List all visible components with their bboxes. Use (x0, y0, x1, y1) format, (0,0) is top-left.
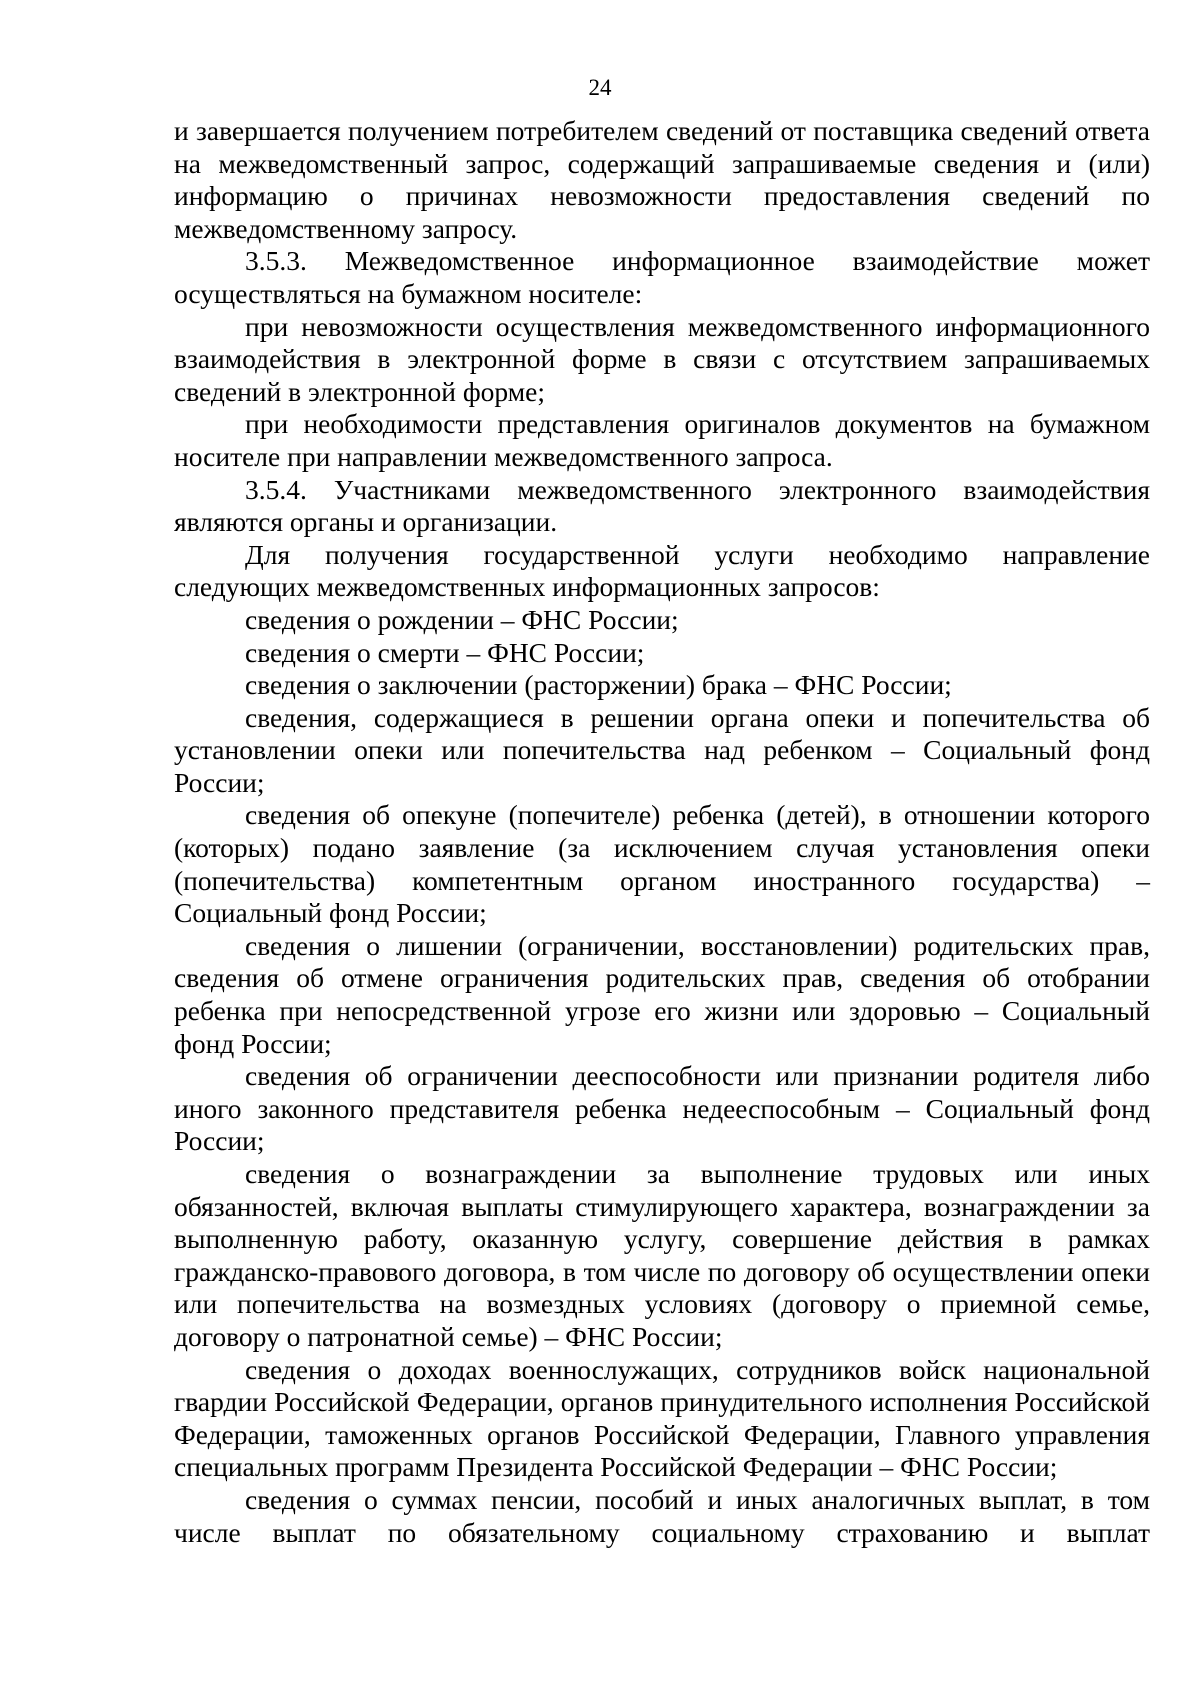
paragraph-paper-case-2: при необходимости представления оригиналов документов на бумажном носителе при направлении межведомственного запроса. (174, 408, 1150, 472)
paragraph-3-5-4: 3.5.4. Участниками межведомственного электронного взаимодействия являются органы и организации. (174, 473, 1150, 538)
list-item-birth: сведения о рождении – ФНС России; (245, 603, 679, 635)
paragraph-3-5-3: 3.5.3. Межведомственное информационное взаимодействие может осуществляться на бумажном носителе: (174, 245, 1150, 309)
paragraph-paper-case-1: при невозможности осуществления межведомственного информационного взаимодействия в электронной форме в связи с отсутствием запрашиваемых сведений в электронной форме; (174, 310, 1150, 407)
paragraph-continuation: и завершается получением потребителем сведений от поставщика сведений ответа на межведомственный запрос, содержащий запрашиваемые сведения и (или) информацию о причинах невозможности предоставления сведений по межведомственному запросу. (174, 115, 1150, 244)
list-item-guardian-info: сведения об опекуне (попечителе) ребенка (детей), в отношении которого (которых) подано заявление (за исключением случая установления опеки (попечительства) компетентным органом иностранного государства) – Социальный фонд России; (174, 799, 1150, 929)
paragraph-requests-intro: Для получения государственной услуги необходимо направление следующих межведомственных информационных запросов: (174, 538, 1150, 603)
list-item-remuneration: сведения о вознаграждении за выполнение трудовых или иных обязанностей, включая выплаты стимулирующего характера, вознаграждении за выполненную работу, оказанную услугу, совершение действия в рамках гражданско-правового договора, в том числе по договору об осуществлении опеки или попечительства на возмездных условиях (договору о приемной семье, договору о патронатной семье) – ФНС России; (174, 1158, 1150, 1352)
list-item-guardianship-decision: сведения, содержащиеся в решении органа опеки и попечительства об установлении опеки или попечительства над ребенком – Социальный фонд России; (174, 701, 1150, 798)
page-number: 24 (588, 75, 612, 100)
list-item-marriage: сведения о заключении (расторжении) брака – ФНС России; (245, 669, 952, 701)
list-item-military-income: сведения о доходах военнослужащих, сотрудников войск национальной гвардии Российской Федерации, органов принудительного исполнения Российской Федерации, таможенных органов Российской Федерации, Главного управления специальных программ Президента Российской Федерации – ФНС России; (174, 1353, 1150, 1483)
list-item-death: сведения о смерти – ФНС России; (245, 636, 645, 668)
list-item-parental-rights: сведения о лишении (ограничении, восстановлении) родительских прав, сведения об отмене ограничения родительских прав, сведения об отобрании ребенка при непосредственной угрозе его жизни или здоровью – Социальный фонд России; (174, 929, 1150, 1059)
document-body (174, 115, 1150, 1549)
list-item-incapacity: сведения об ограничении дееспособности или признании родителя либо иного законного представителя ребенка недееспособным – Социальный фонд России; (174, 1060, 1150, 1157)
list-item-pension-sums: сведения о суммах пенсии, пособий и иных аналогичных выплат, в том числе выплат по обязательному социальному страхованию и выплат (174, 1483, 1150, 1548)
